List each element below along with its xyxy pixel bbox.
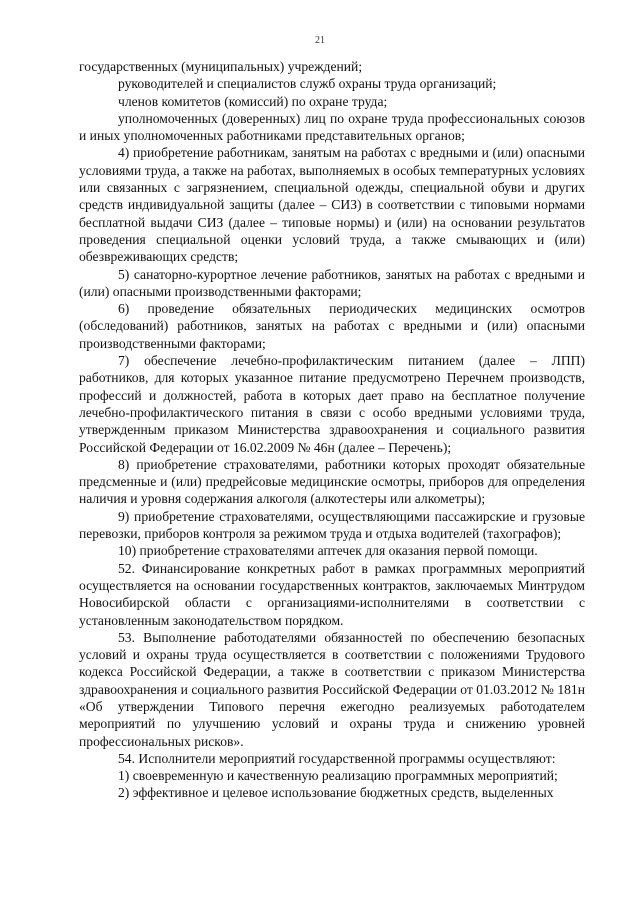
paragraph-13: 53. Выполнение работодателями обязанностей по обеспечению безопасных условий и охраны труда осуществляется в соответствии с положениями Трудового кодекса Российской Федерации, а также в соответствии с приказом Министерства здравоохранения и социального развития Российской Федерации от 01.03.2012 № 181н «Об утверждении Типового перечня ежегодно реализуемых работодателем мероприятий по улучшению условий и охраны труда и снижению уровней профессиональных рисков». — [79, 629, 585, 749]
paragraph-1: государственных (муниципальных) учреждений; — [79, 59, 363, 74]
paragraph-7: 6) проведение обязательных периодических медицинских осмотров (обследований) работников, занятых на работах с вредными и (или) опасными производственными факторами; — [79, 301, 585, 351]
paragraph-9: 8) приобретение страхователями, работники которых проходят обязательные предсменные и (или) предрейсовые медицинские осмотры, приборов для определения наличия и уровня содержания алкоголя (алкотестеры или алкометры); — [79, 456, 585, 507]
document-body — [79, 58, 585, 802]
paragraph-11: 10) приобретение страхователями аптечек для оказания первой помощи. — [118, 543, 538, 559]
paragraph-5: 4) приобретение работникам, занятым на работах с вредными и (или) опасными условиями труда, а также на работах, выполняемых в особых температурных условиях или связанных с загрязнением, специальной одежды, специальной обуви и других средств индивидуальной защиты (далее – СИЗ) в соответствии с типовыми нормами бесплатной выдачи СИЗ (далее – типовые нормы) и (или) на основании результатов проведения специальной оценки условий труда, а также смывающих и (или) обезвреживающих средств; — [79, 145, 585, 265]
paragraph-12: 52. Финансирование конкретных работ в рамках программных мероприятий осуществляется на основании государственных контрактов, заключаемых Минтрудом Новосибирской области с организациями-исполнителями в соответствии с установленным законодательством порядком. — [79, 560, 585, 628]
paragraph-3: членов комитетов (комиссий) по охране труда; — [118, 93, 388, 109]
paragraph-16: 2) эффективное и целевое использование бюджетных средств, выделенных — [118, 785, 554, 801]
paragraph-8: 7) обеспечение лечебно-профилактическим питанием (далее – ЛПП) работников, для которых указанное питание предусмотрено Перечнем производств, профессий и должностей, работа в которых дает право на бесплатное получение лечебно-профилактического питания в связи с особо вредными условиями труда, утвержденным приказом Министерства здравоохранения и социального развития Российской Федерации от 16.02.2009 № 46н (далее – Перечень); — [79, 353, 585, 455]
paragraph-6: 5) санаторно-курортное лечение работников, занятых на работах с вредными и (или) опасными производственными факторами; — [79, 266, 585, 299]
page-number: 21 — [315, 35, 325, 46]
paragraph-10: 9) приобретение страхователями, осуществляющими пассажирские и грузовые перевозки, приборов контроля за режимом труда и отдыха водителей (тахографов); — [79, 508, 585, 542]
paragraph-14: 54. Исполнители мероприятий государственной программы осуществляют: — [118, 750, 556, 766]
paragraph-2: руководителей и специалистов служб охраны труда организаций; — [118, 76, 497, 92]
paragraph-15: 1) своевременную и качественную реализацию программных мероприятий; — [118, 768, 558, 784]
paragraph-4: уполномоченных (доверенных) лиц по охране труда профессиональных союзов и иных уполномоченных работниками представительных органов; — [79, 110, 585, 144]
